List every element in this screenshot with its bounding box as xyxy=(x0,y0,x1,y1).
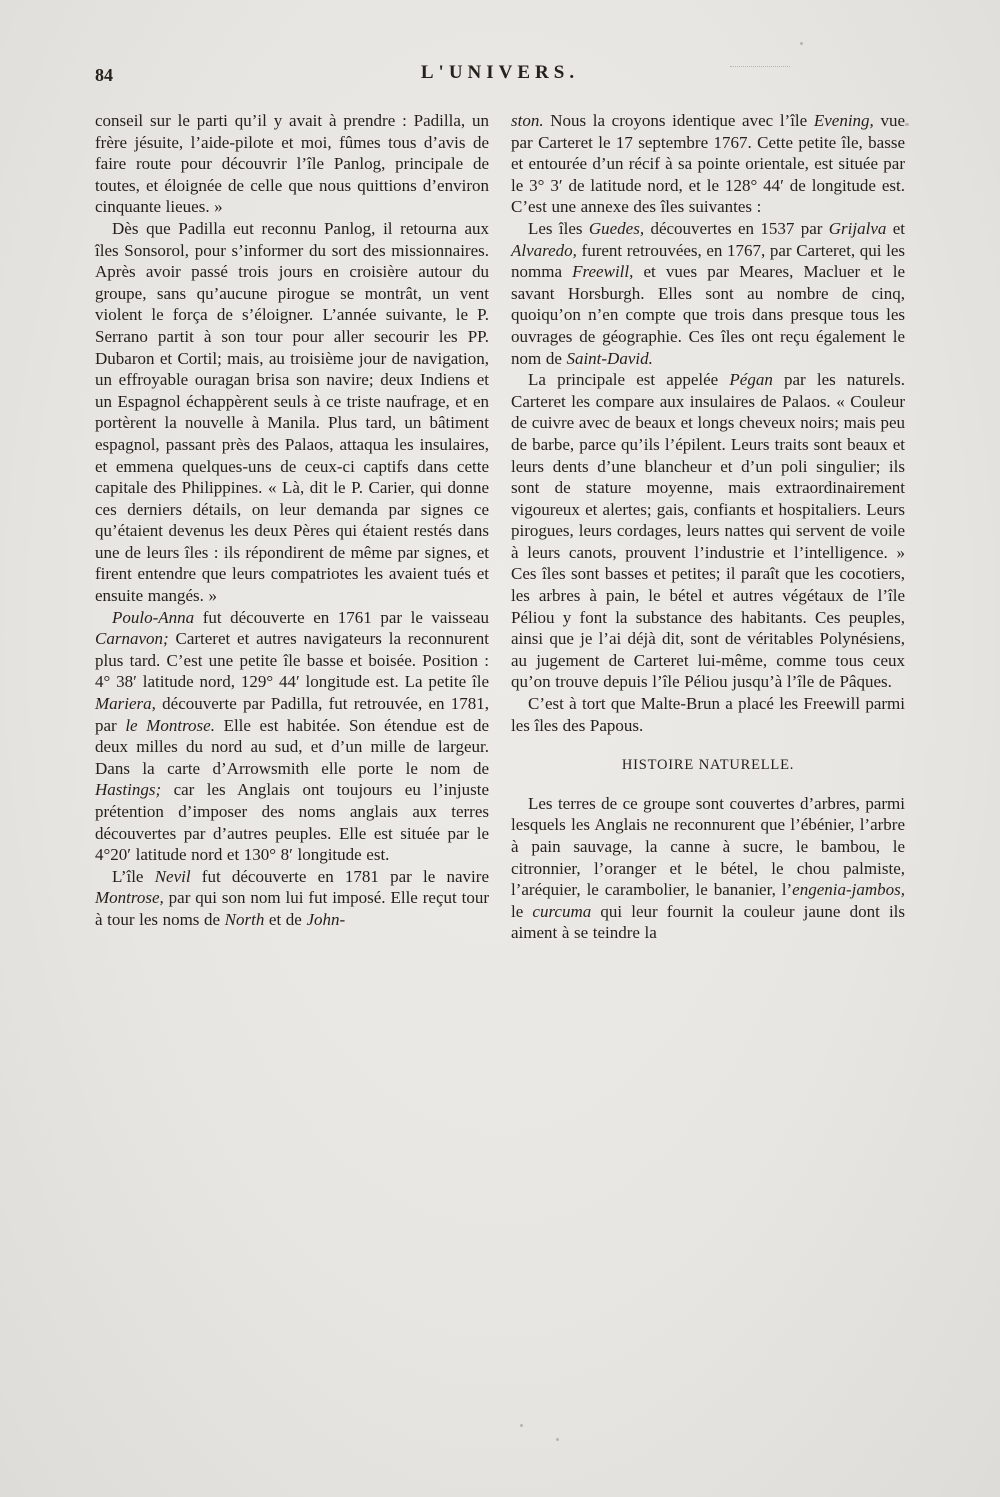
italic-text-run: John- xyxy=(306,909,346,929)
text-run: C’est à tort que Malte-Brun a placé les Freewill parmi les îles des Papous. xyxy=(511,694,905,735)
italic-text-run: Saint-David. xyxy=(566,348,653,368)
left-column xyxy=(95,110,489,944)
italic-text-run: Nevil xyxy=(154,866,191,886)
paragraph xyxy=(511,218,905,369)
section-heading xyxy=(511,755,905,777)
paragraph xyxy=(511,110,905,218)
scan-artifact xyxy=(905,123,909,126)
italic-text-run: Carnavon; xyxy=(95,629,169,649)
text-run: le xyxy=(511,901,533,921)
paragraph xyxy=(511,369,905,693)
text-run: HISTOIRE NATURELLE. xyxy=(621,757,795,774)
text-run: Nous la croyons identique avec l’île xyxy=(543,111,814,130)
text-run: et de xyxy=(264,909,307,929)
scan-artifact xyxy=(520,1424,523,1427)
text-run: L’île xyxy=(112,866,155,886)
italic-text-run: Grijalva xyxy=(828,218,887,238)
text-run: par les naturels. Carteret les compare aux insulaires de Palaos. « Couleur de cuivre avec de beaux et longs cheveux noirs; mais peu de barbe, parce qu’ils l’épilent. Leurs traits sont beaux et leurs dents d’une blancheur et d’un poli singulier; ils sont de stature moyenne, mais extraordinairement vigoureux et alertes; gais, confiants et hospitaliers. Leurs pirogues, leurs cordages, leurs nattes qui servent de voile à leurs canots, prouvent l’industrie et l’intelligence. » Ces îles sont basses et petites; il paraît que les cocotiers, les arbres à pain, le bétel et autres végétaux de l’île Péliou y font la substance des habitants. Ces peuples, ainsi que je l’ai déjà dit, sont de véritables Polynésiens, au jugement de Carteret lui-même, comme tous ceux qu’on trouve depuis l’île Péliou jusqu’à l’île de Pâques. xyxy=(511,370,906,692)
text-run: Les terres de ce groupe sont couvertes d’arbres, parmi lesquels les Anglais ne reconnurent que l’ébénier, l’arbre à pain sauvage, la canne à sucre, le bambou, le citronnier, l’oranger et le bétel, le chou palmiste, l’aréquier, le carambolier, le bananier, l’ xyxy=(511,793,905,900)
right-column xyxy=(511,110,905,944)
text-run: conseil sur le parti qu’il y avait à prendre : Padilla, un frère jésuite, l’aide-pilote et moi, fûmes tous d’avis de faire route pour découvrir l’île Panlog, principale de toutes, et éloignée de celle que nous quittions d’environ cinquante lieues. » xyxy=(95,111,489,217)
text-run: découvertes en 1537 par xyxy=(644,218,829,238)
text-run: et xyxy=(886,218,906,238)
italic-text-run: Poulo-Anna xyxy=(112,607,195,627)
text-run: découverte par Padilla, fut retrouvée, en 1781, par xyxy=(95,694,489,735)
italic-text-run: Evening, xyxy=(813,111,874,130)
paragraph xyxy=(95,218,489,607)
text-run: fut découverte en 1781 par le navire xyxy=(190,866,489,886)
italic-text-run: Guedes, xyxy=(588,218,645,238)
italic-text-run: North xyxy=(224,909,265,929)
text-run: vue par Carteret le 17 septembre 1767. Cette petite île, basse et entourée d’un récif à sa pointe orientale, est située par le 3° 3′ de latitude nord, et le 128° 44′ de longitude est. C’est une annexe des îles suivantes : xyxy=(511,111,906,217)
text-run: La principale est appelée xyxy=(528,370,730,390)
italic-text-run: Mariera, xyxy=(95,694,156,714)
scan-artifact xyxy=(800,42,803,45)
text-run: par qui son nom lui fut imposé. Elle reçut tour à tour les noms de xyxy=(95,888,489,929)
italic-text-run: Montrose, xyxy=(95,888,164,908)
italic-text-run: Freewill, xyxy=(572,262,634,282)
text-run: Elle est habitée. Son étendue est de deux milles du nord au sud, et d’un mille de largeur. Dans la carte d’Arrowsmith elle porte le nom de xyxy=(95,715,490,778)
text-run: car les Anglais ont toujours eu l’injuste prétention d’imposer des noms anglais aux terres découvertes par d’autres peuples. Elle est située par le 4°20′ latitude nord et 130° 8′ longitude est. xyxy=(95,780,489,865)
text-columns xyxy=(95,110,905,944)
text-run: et vues par Meares, Macluer et le savant Horsburgh. Elles sont au nombre de cinq, quoiqu’on n’en compte que trois dans presque tous les ouvrages de géographie. Ces îles ont reçu également le nom de xyxy=(511,262,905,368)
text-run: qui leur fournit la couleur jaune dont ils aiment à se teindre la xyxy=(511,901,906,943)
page-number: 84 xyxy=(95,65,113,85)
paragraph xyxy=(95,866,489,931)
text-run: Carteret et autres navigateurs la reconnurent plus tard. C’est une petite île basse et boisée. Position : 4° 38′ latitude nord, 129° 44′ longitude est. La petite île xyxy=(95,629,489,692)
scan-artifact xyxy=(730,66,790,67)
italic-text-run: Alvaredo, xyxy=(511,240,577,260)
italic-text-run: le Montrose. xyxy=(125,715,215,735)
paragraph xyxy=(511,693,905,736)
paragraph xyxy=(511,793,905,944)
text-run: Les îles xyxy=(528,218,589,238)
text-run: fut découverte en 1761 par le vaisseau xyxy=(194,607,489,627)
italic-text-run: engenia-jambos, xyxy=(792,880,905,900)
text-run: Dès que Padilla eut reconnu Panlog, il retourna aux îles Sonsorol, pour s’informer du sort des missionnaires. Après avoir passé trois jours en croisière autour du groupe, sans qu’aucune pirogue se montrât, un vent violent le força de s’éloigner. L’année suivante, le P. Serrano partit à son tour pour aller secourir les PP. Dubaron et Cortil; mais, au troisième jour de navigation, un effroyable ouragan brisa son navire; deux Indiens et un Espagnol échappèrent seuls à ce triste naufrage, et en portèrent la nouvelle à Manila. Plus tard, un bâtiment espagnol, passant près des Palaos, attaqua les insulaires, et emmena quelques-uns de ceux-ci captifs dans cette capitale des Philippines. « Là, dit le P. Carier, qui donne ces derniers détails, on leur demanda par signes ce qu’étaient devenus les deux Pères qui étaient restés dans une de leurs îles : ils répondirent de même par signes, et firent entendre que leurs compatriotes les avaient tués et ensuite mangés. » xyxy=(95,218,489,606)
paragraph xyxy=(95,607,489,866)
page-title: L'UNIVERS. xyxy=(420,62,580,83)
italic-text-run: Hastings; xyxy=(95,780,162,800)
italic-text-run: Pégan xyxy=(729,370,773,390)
paragraph xyxy=(95,110,489,218)
italic-text-run: ston. xyxy=(511,111,544,130)
italic-text-run: curcuma xyxy=(532,901,592,921)
scan-artifact xyxy=(556,1438,559,1441)
text-run: furent retrouvées, en 1767, par Carteret, qui les nomma xyxy=(511,240,905,282)
